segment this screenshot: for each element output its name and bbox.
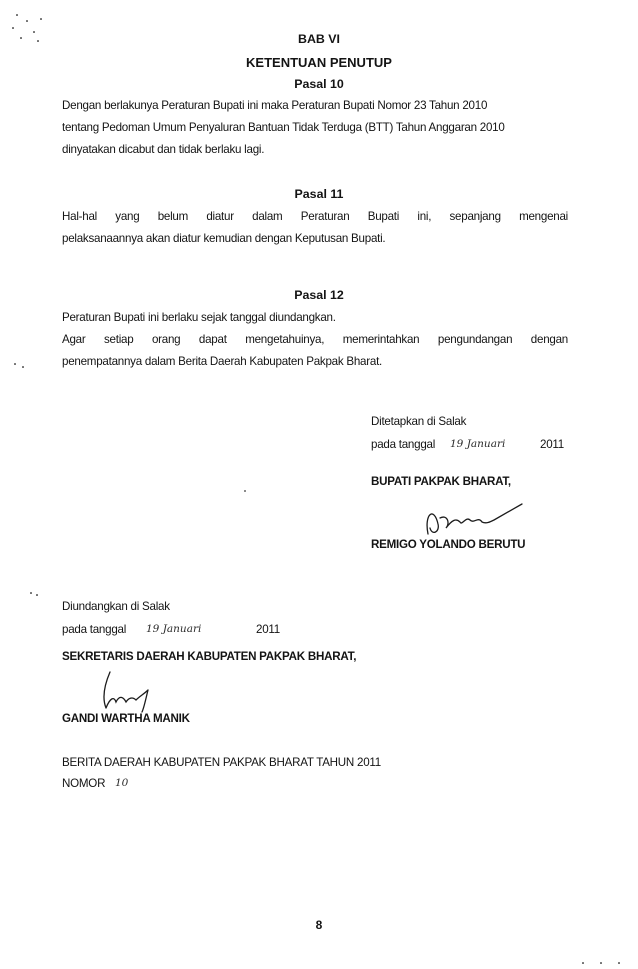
pasal-12-heading: Pasal 12 <box>294 288 344 302</box>
bupati-name: REMIGO YOLANDO BERUTU <box>371 538 526 551</box>
pasal-11-line: pelaksanaannya akan diatur kemudian dengan Keputusan Bupati. <box>62 232 386 245</box>
pasal-12-line: Agar setiap orang dapat mengetahuinya, memerintahkan pengundangan dengan <box>62 333 568 346</box>
diundangkan-text: Diundangkan di Salak <box>62 600 170 613</box>
bupati-date-handwritten: 19 Januari <box>450 438 506 450</box>
berita-daerah-text: BERITA DAERAH KABUPATEN PAKPAK BHARAT TAHUN 2011 <box>62 756 381 769</box>
pasal-10-line: Dengan berlakunya Peraturan Bupati ini maka Peraturan Bupati Nomor 23 Tahun 2010 <box>62 99 488 112</box>
pasal-10-heading: Pasal 10 <box>294 77 344 91</box>
bupati-date-prefix: pada tanggal <box>371 438 436 451</box>
page-number: 8 <box>315 918 323 932</box>
sekda-office: SEKRETARIS DAERAH KABUPATEN PAKPAK BHARAT, <box>62 650 357 663</box>
bupati-office: BUPATI PAKPAK BHARAT, <box>371 475 511 488</box>
sekda-date-handwritten: 19 Januari <box>146 623 202 635</box>
pasal-11-line: Hal-hal yang belum diatur dalam Peraturan Bupati ini, sepanjang mengenai <box>62 210 568 223</box>
pasal-11-heading: Pasal 11 <box>294 187 344 201</box>
pasal-12-line: penempatannya dalam Berita Daerah Kabupaten Pakpak Bharat. <box>62 355 383 368</box>
sekda-signature <box>92 668 162 714</box>
bupati-signature <box>418 494 528 542</box>
ditetapkan-text: Ditetapkan di Salak <box>371 415 467 428</box>
sekda-date-prefix: pada tanggal <box>62 623 127 636</box>
chapter-title: KETENTUAN PENUTUP <box>246 55 392 70</box>
nomor-label: NOMOR <box>62 777 106 790</box>
pasal-12-line: Peraturan Bupati ini berlaku sejak tanggal diundangkan. <box>62 311 336 324</box>
pasal-10-line: dinyatakan dicabut dan tidak berlaku lagi. <box>62 143 265 156</box>
sekda-name: GANDI WARTHA MANIK <box>62 712 190 725</box>
pasal-10-line: tentang Pedoman Umum Penyaluran Bantuan Tidak Terduga (BTT) Tahun Anggaran 2010 <box>62 121 505 134</box>
chapter-heading: BAB VI <box>298 32 340 46</box>
nomor-handwritten: 10 <box>115 777 129 789</box>
bupati-date-year: 2011 <box>540 438 564 451</box>
sekda-date-year: 2011 <box>256 623 280 636</box>
